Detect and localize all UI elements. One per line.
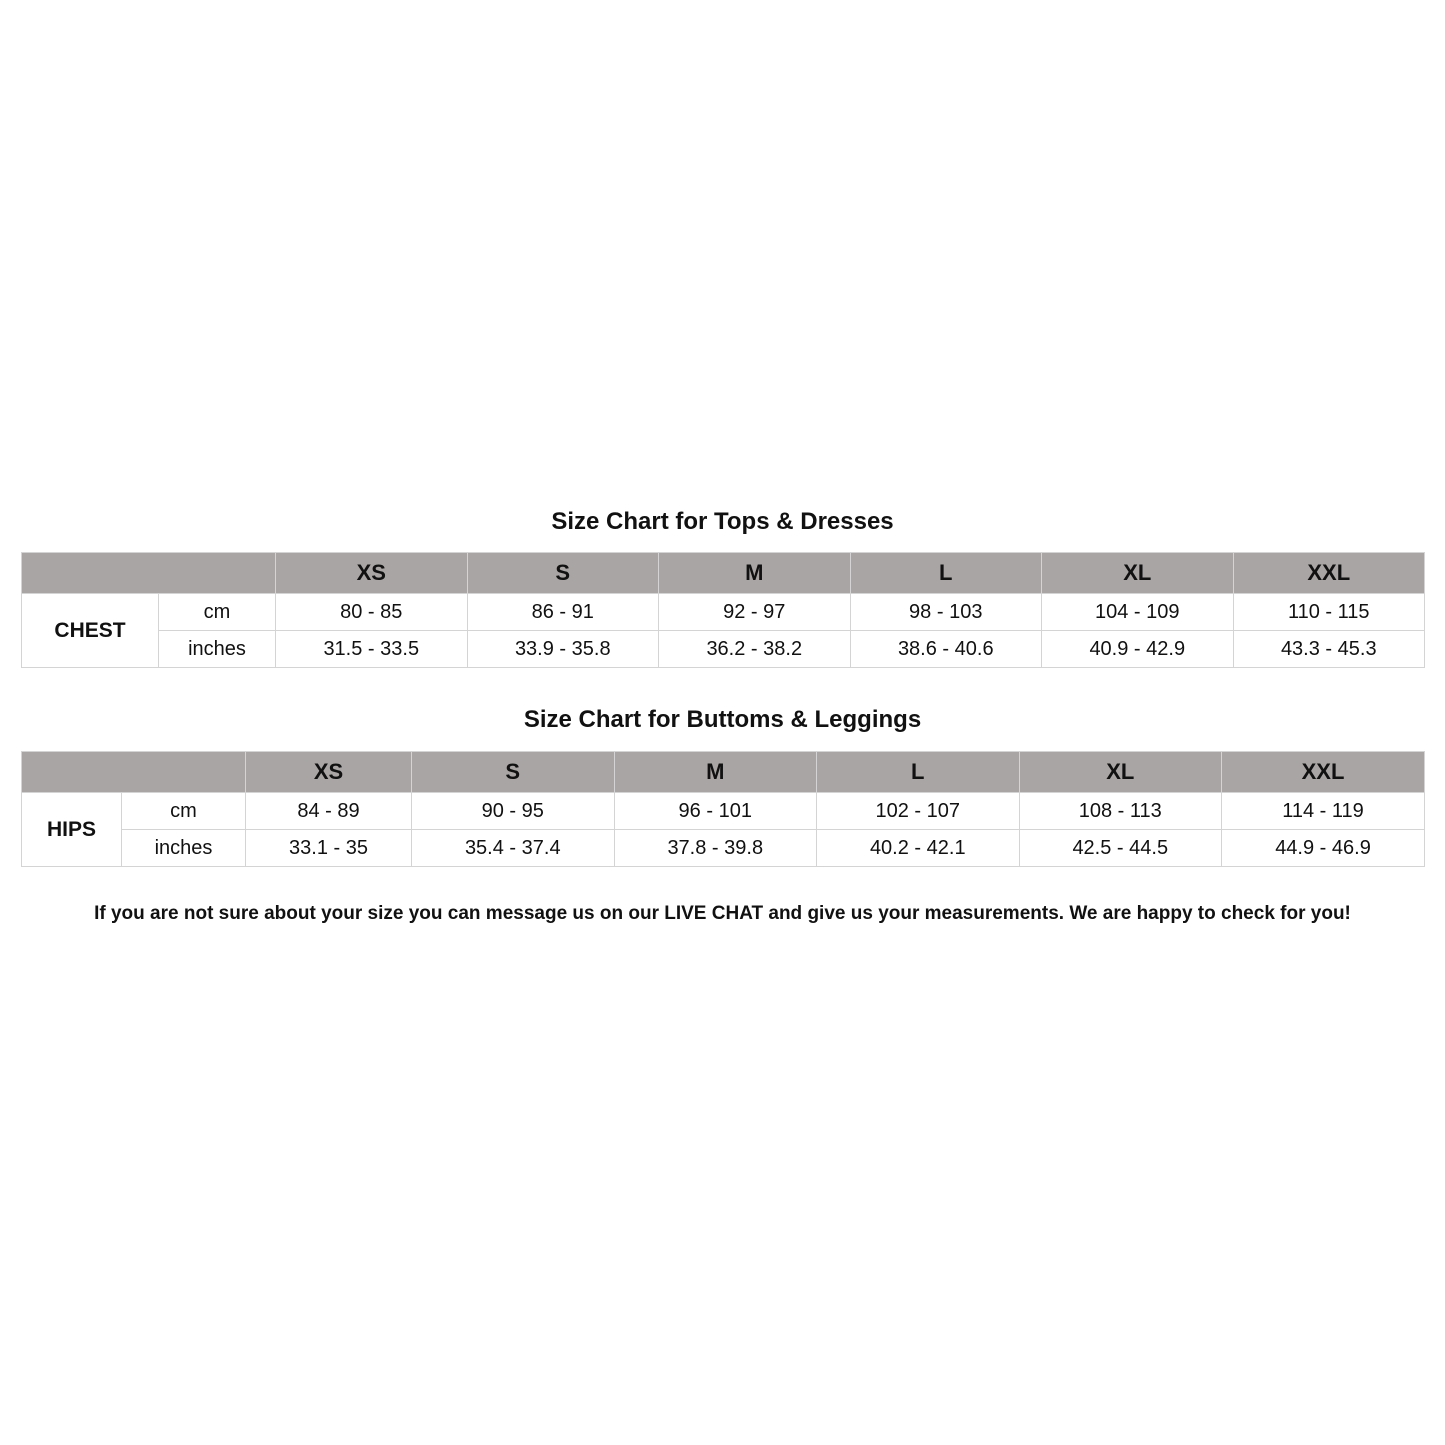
- size-value: 38.6 - 40.6: [850, 631, 1042, 668]
- table-row: [22, 631, 1425, 668]
- unit-label: inches: [122, 830, 246, 867]
- size-header-xxl: XXL: [1233, 553, 1425, 594]
- size-header-s: S: [467, 553, 659, 594]
- tops-chart-title: Size Chart for Tops & Dresses: [551, 508, 894, 535]
- size-header-xs: XS: [276, 553, 468, 594]
- size-help-note: If you are not sure about your size you can message us on our LIVE CHAT and give us your measurements. We are happy to check for you!: [94, 903, 1351, 924]
- unit-label: inches: [159, 631, 276, 668]
- size-header-m: M: [614, 752, 817, 793]
- size-value: 104 - 109: [1042, 594, 1234, 631]
- table-row: [22, 793, 1425, 830]
- size-value: 80 - 85: [276, 594, 468, 631]
- size-value: 98 - 103: [850, 594, 1042, 631]
- size-value: 96 - 101: [614, 793, 817, 830]
- unit-label: cm: [159, 594, 276, 631]
- size-value: 40.2 - 42.1: [817, 830, 1020, 867]
- size-header-s: S: [412, 752, 615, 793]
- size-value: 37.8 - 39.8: [614, 830, 817, 867]
- size-value: 36.2 - 38.2: [659, 631, 851, 668]
- size-header-xs: XS: [246, 752, 412, 793]
- bottoms-header-corner: [22, 752, 246, 793]
- size-header-l: L: [817, 752, 1020, 793]
- bottoms-chart-title: Size Chart for Buttoms & Leggings: [523, 706, 922, 733]
- size-value: 33.9 - 35.8: [467, 631, 659, 668]
- size-value: 108 - 113: [1019, 793, 1222, 830]
- size-header-l: L: [850, 553, 1042, 594]
- size-header-xxl: XXL: [1222, 752, 1425, 793]
- measure-label-chest: CHEST: [22, 594, 159, 668]
- tops-size-table: [21, 552, 1425, 668]
- size-value: 90 - 95: [412, 793, 615, 830]
- size-header-xl: XL: [1019, 752, 1222, 793]
- size-value: 31.5 - 33.5: [276, 631, 468, 668]
- size-value: 86 - 91: [467, 594, 659, 631]
- table-row: [22, 594, 1425, 631]
- size-value: 114 - 119: [1222, 793, 1425, 830]
- size-value: 33.1 - 35: [246, 830, 412, 867]
- unit-label: cm: [122, 793, 246, 830]
- table-row: [22, 830, 1425, 867]
- size-value: 44.9 - 46.9: [1222, 830, 1425, 867]
- size-value: 35.4 - 37.4: [412, 830, 615, 867]
- measure-label-hips: HIPS: [22, 793, 122, 867]
- size-value: 40.9 - 42.9: [1042, 631, 1234, 668]
- tops-header-corner: [22, 553, 276, 594]
- size-header-m: M: [659, 553, 851, 594]
- size-value: 102 - 107: [817, 793, 1020, 830]
- size-value: 43.3 - 45.3: [1233, 631, 1425, 668]
- bottoms-header-row: [22, 752, 1425, 793]
- size-value: 84 - 89: [246, 793, 412, 830]
- size-header-xl: XL: [1042, 553, 1234, 594]
- size-value: 42.5 - 44.5: [1019, 830, 1222, 867]
- bottoms-size-table: [21, 751, 1425, 867]
- tops-header-row: [22, 553, 1425, 594]
- size-value: 110 - 115: [1233, 594, 1425, 631]
- size-value: 92 - 97: [659, 594, 851, 631]
